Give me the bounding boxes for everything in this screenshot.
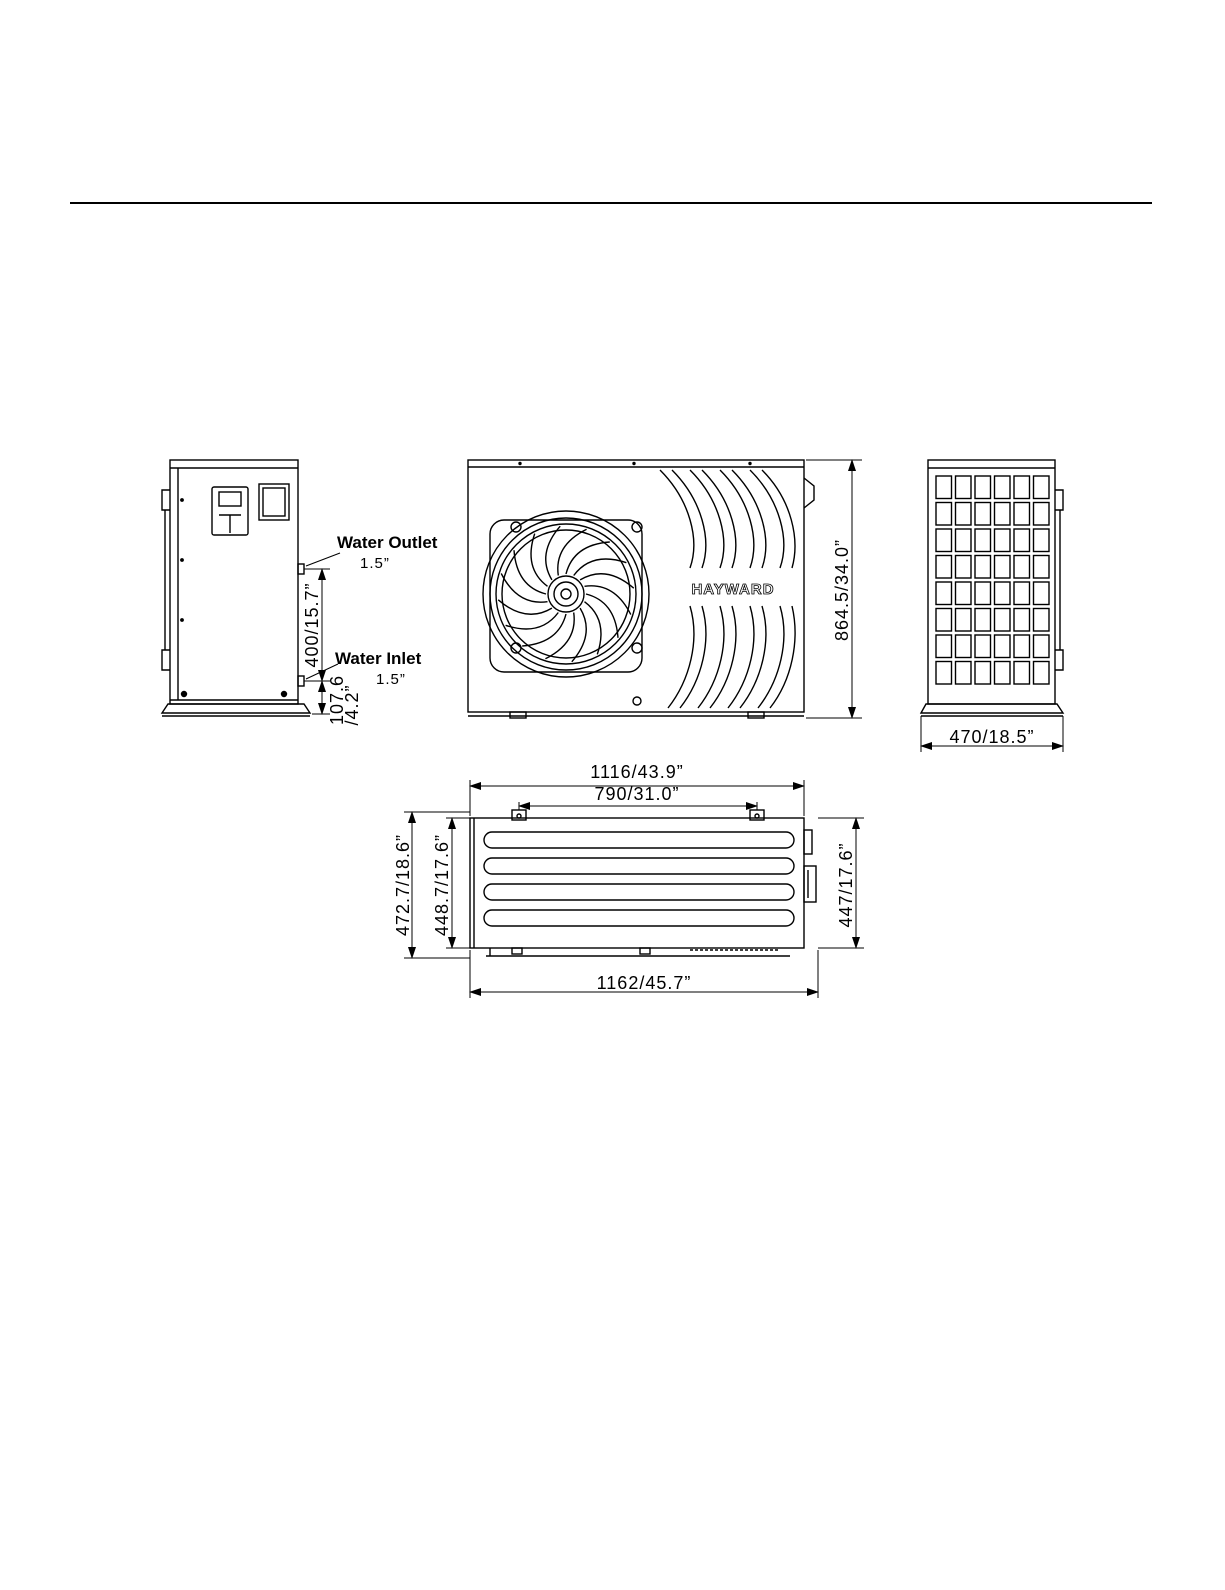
grille-cell xyxy=(936,476,952,499)
grille-cell xyxy=(995,635,1011,658)
water-inlet-size: 1.5” xyxy=(376,671,406,688)
water-inlet-port-icon xyxy=(298,676,304,686)
grille-cell xyxy=(956,556,972,579)
grille-cell xyxy=(995,556,1011,579)
water-inlet-label: Water Inlet xyxy=(335,649,422,668)
dim-rear-depth: 470/18.5” xyxy=(949,727,1035,747)
fan-blade xyxy=(586,594,618,638)
grille-cell xyxy=(975,529,991,552)
grille-cell xyxy=(1034,556,1050,579)
grille-cell xyxy=(975,635,991,658)
grille-cell xyxy=(995,529,1011,552)
grille-cell xyxy=(936,609,952,632)
fan-blade xyxy=(574,559,627,575)
grille-cell xyxy=(936,635,952,658)
fan-icon xyxy=(483,511,649,677)
grille-cell xyxy=(1014,662,1030,685)
grille-cell xyxy=(975,556,991,579)
grille-cell xyxy=(956,476,972,499)
grille-cell xyxy=(975,476,991,499)
dim-top-right-depth: 447/17.6” xyxy=(836,842,856,928)
dim-inlet-height-line2: /4.2” xyxy=(342,684,362,726)
grille-cell xyxy=(936,662,952,685)
grille-cell xyxy=(975,609,991,632)
fan-blade xyxy=(545,613,574,659)
brand-logo: HAYWARD xyxy=(691,581,775,598)
grille-cell xyxy=(936,582,952,605)
grille-cell xyxy=(956,503,972,526)
fan-blade xyxy=(531,534,547,587)
dim-top-inner-depth: 448.7/17.6” xyxy=(432,833,452,937)
top-view xyxy=(470,810,816,956)
grille-cell xyxy=(936,503,952,526)
grille-cell xyxy=(1014,582,1030,605)
fan-blade xyxy=(522,614,566,646)
dim-mount-spacing: 790/31.0” xyxy=(594,784,680,804)
grille-cell xyxy=(1014,635,1030,658)
grille-cell xyxy=(995,662,1011,685)
dim-inlet-outlet-spacing: 400/15.7” xyxy=(302,582,322,668)
fan-blade xyxy=(585,586,631,615)
drain-plug-icon xyxy=(633,697,641,705)
grille-cell xyxy=(1014,503,1030,526)
grille-cell xyxy=(1034,609,1050,632)
rear-view xyxy=(921,460,1063,716)
grille-cell xyxy=(1014,556,1030,579)
grille-cell xyxy=(995,609,1011,632)
grille-cell xyxy=(975,503,991,526)
dim-inlet-height-line1: 107.6 xyxy=(327,674,347,726)
dim-top-outer-depth: 472.7/18.6” xyxy=(393,833,413,937)
side-view xyxy=(162,460,310,716)
fan-blade xyxy=(558,529,587,575)
fan-blade xyxy=(506,613,559,629)
dim-front-height: 864.5/34.0” xyxy=(832,538,852,642)
grille-cell xyxy=(1014,609,1030,632)
grille-cell xyxy=(956,582,972,605)
grille-cell xyxy=(1034,476,1050,499)
grille-cell xyxy=(975,662,991,685)
grille-cell xyxy=(956,609,972,632)
coil-grille xyxy=(936,476,1049,684)
fan-blade xyxy=(585,602,601,655)
fan-blade xyxy=(566,542,610,574)
grille-cell xyxy=(995,503,1011,526)
grille-cell xyxy=(936,529,952,552)
grille-cell xyxy=(1034,503,1050,526)
grille-cell xyxy=(1014,476,1030,499)
water-outlet-port-icon xyxy=(298,564,304,574)
grille-cell xyxy=(956,662,972,685)
dim-overall-width: 1162/45.7” xyxy=(596,973,692,993)
grille-cell xyxy=(995,476,1011,499)
grille-cell xyxy=(1014,529,1030,552)
grille-cell xyxy=(975,582,991,605)
grille-cell xyxy=(956,635,972,658)
grille-cell xyxy=(956,529,972,552)
water-outlet-size: 1.5” xyxy=(360,555,390,572)
fan-blade xyxy=(514,550,546,594)
grille-cell xyxy=(1034,582,1050,605)
grille-cell xyxy=(1034,662,1050,685)
grille-cell xyxy=(936,556,952,579)
grille-cell xyxy=(995,582,1011,605)
grille-cell xyxy=(1034,529,1050,552)
fan-blade xyxy=(501,573,547,602)
water-outlet-label: Water Outlet xyxy=(337,533,438,552)
control-panel-icon xyxy=(212,487,248,535)
grille-cell xyxy=(1034,635,1050,658)
dim-top-width: 1116/43.9” xyxy=(590,762,684,782)
